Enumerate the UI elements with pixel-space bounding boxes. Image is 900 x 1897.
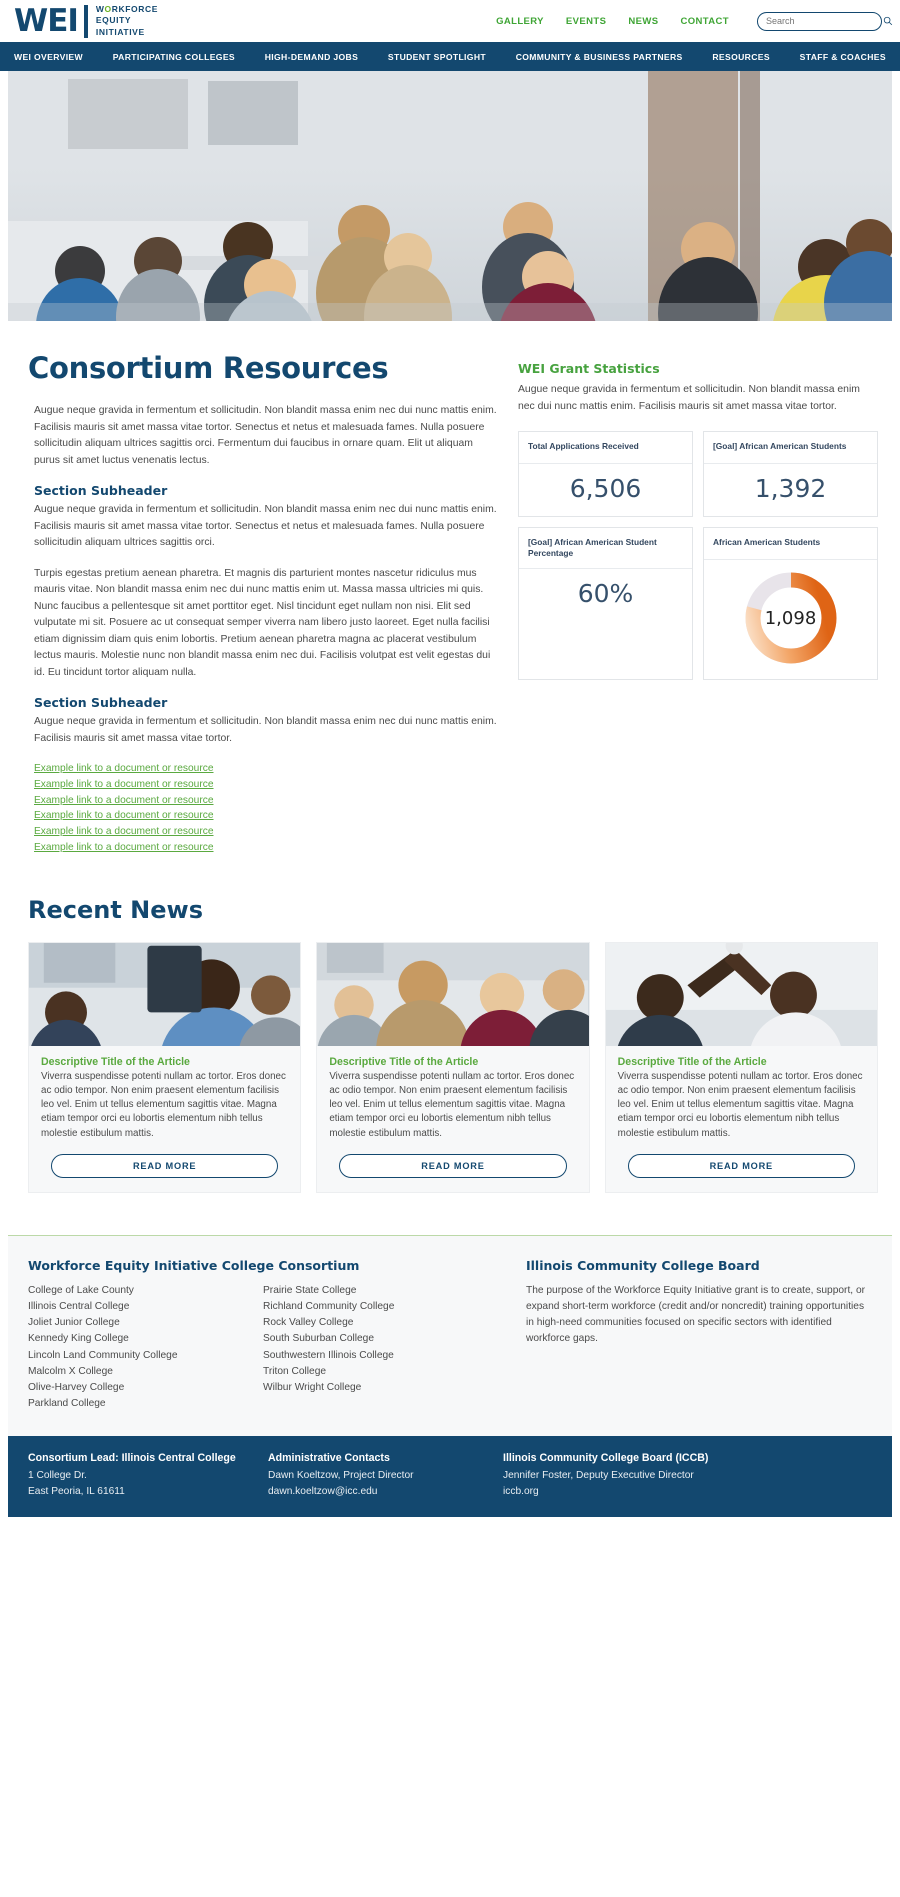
news-card-headline[interactable]: Descriptive Title of the Article — [41, 1055, 190, 1068]
footer-consortium-column — [28, 1258, 498, 1413]
bottom-col-line: Dawn Koeltzow, Project Director — [268, 1470, 414, 1482]
nav-item-wei-overview[interactable]: WEI OVERVIEW — [14, 51, 83, 62]
news-card-image — [606, 943, 877, 1046]
resource-link[interactable]: Example link to a document or resource — [34, 810, 214, 822]
utility-nav — [496, 12, 882, 31]
read-more-button[interactable]: READ MORE — [51, 1154, 279, 1178]
stat-card-goal-aa-percentage — [518, 527, 693, 680]
logo-divider — [84, 5, 88, 38]
stats-description: Augue neque gravida in fermentum et sollicitudin. Non blandit massa enim nec dui nunc mattis enim. Facilisis mauris sit amet massa vitae tortor. — [518, 384, 860, 412]
stats-sidebar — [498, 351, 878, 856]
primary-nav — [0, 42, 900, 71]
read-more-button[interactable]: READ MORE — [339, 1154, 567, 1178]
stat-label: African American Students — [704, 528, 877, 560]
read-more-button[interactable]: READ MORE — [628, 1154, 856, 1178]
content-area — [0, 321, 900, 856]
stat-label: [Goal] African American Student Percentage — [519, 528, 692, 569]
bottom-col-line: East Peoria, IL 61611 — [28, 1485, 125, 1497]
stat-value: 60% — [577, 579, 634, 608]
nav-item-student-spotlight[interactable]: STUDENT SPOTLIGHT — [387, 51, 486, 62]
stat-card-aa-students-donut — [703, 527, 878, 680]
stat-label: [Goal] African American Students — [704, 432, 877, 464]
nav-item-participating-colleges[interactable]: PARTICIPATING COLLEGES — [112, 51, 235, 62]
logo-word-initiative: INITIATIVE — [95, 26, 145, 37]
main-column — [28, 351, 498, 856]
nav-item-resources[interactable]: RESOURCES — [712, 51, 770, 62]
bottom-col-line: 1 College Dr. — [28, 1470, 87, 1482]
resource-link[interactable]: Example link to a document or resource — [34, 763, 214, 774]
stat-value: 6,506 — [569, 474, 642, 503]
footer-iccb-text: The purpose of the Workforce Equity Initiative grant is to create, support, or expand short-term workforce (credit and/or noncredit) training opportunities in high-need communities focused on specific sectors with identified workforce gaps. — [526, 1284, 865, 1345]
utility-link-events[interactable]: EVENTS — [565, 15, 607, 27]
utility-link-contact[interactable]: CONTACT — [680, 15, 729, 27]
section-subheader-2: Section Subheader — [34, 695, 168, 710]
news-card-image — [317, 943, 588, 1046]
college-item: Triton College — [263, 1365, 327, 1377]
search-box[interactable] — [757, 12, 882, 31]
college-item: Parkland College — [28, 1398, 106, 1410]
donut-center-value: 1,098 — [764, 607, 817, 629]
college-item: Joliet Junior College — [28, 1317, 120, 1329]
utility-link-gallery[interactable]: GALLERY — [496, 15, 544, 27]
college-list-1 — [28, 1283, 263, 1413]
footer-consortium-title: Workforce Equity Initiative College Consortium — [28, 1257, 360, 1273]
bottom-col-heading: Consortium Lead: Illinois Central College — [28, 1452, 236, 1465]
college-item: Lincoln Land Community College — [28, 1349, 178, 1361]
news-card-body — [29, 1046, 300, 1192]
news-card-grid — [28, 942, 878, 1193]
stats-grid — [518, 431, 878, 680]
logo-mark: WEI — [14, 2, 78, 39]
hero-illustration — [8, 71, 892, 321]
site-logo[interactable] — [14, 4, 158, 39]
logo-word-equity: EQUITY — [95, 15, 132, 26]
nav-item-community-business-partners[interactable]: COMMUNITY & BUSINESS PARTNERS — [515, 51, 683, 62]
news-card-text: Viverra suspendisse potenti nullam ac tortor. Eros donec ac odio tempor. Non enim praesent elementum facilisis leo vel. Enim ut tellus elementum sagittis vitae. Magna etiam tempor orci eu lobortis elementum nibh tellus molestie estibulum mattis. — [617, 1070, 863, 1139]
college-list-2 — [263, 1283, 498, 1413]
section-subheader-1: Section Subheader — [34, 483, 168, 498]
news-card-headline[interactable]: Descriptive Title of the Article — [329, 1055, 479, 1068]
news-card-body — [317, 1046, 588, 1192]
college-item: Southwestern Illinois College — [263, 1349, 394, 1361]
resource-link-list — [28, 761, 498, 856]
news-card[interactable] — [28, 942, 301, 1193]
search-input[interactable] — [766, 16, 883, 26]
stat-value: 1,392 — [754, 474, 827, 503]
news-image-1-illustration — [29, 943, 300, 1046]
donut-chart — [704, 560, 877, 679]
news-image-2-illustration — [317, 943, 588, 1046]
college-item: Wilbur Wright College — [263, 1382, 362, 1394]
stat-label: Total Applications Received — [519, 432, 692, 464]
resource-link[interactable]: Example link to a document or resource — [34, 826, 214, 838]
recent-news-title: Recent News — [28, 895, 203, 924]
college-item: Rock Valley College — [263, 1317, 354, 1329]
body-paragraph-3: Augue neque gravida in fermentum et sollicitudin. Non blandit massa enim nec dui nunc mattis enim. Facilisis mauris sit amet massa vitae tortor. — [34, 716, 497, 744]
footer — [8, 1236, 892, 1437]
news-card-headline[interactable]: Descriptive Title of the Article — [617, 1055, 767, 1068]
body-paragraph-1: Augue neque gravida in fermentum et sollicitudin. Non blandit massa enim nec dui nunc mattis enim. Facilisis mauris sit amet massa vitae tortor. Senectus et netus et malesuada fames. Nulla posuere sollicitudin aliquam ultrices sagittis orci. — [34, 504, 497, 548]
college-item: Malcolm X College — [28, 1365, 113, 1377]
hero-image — [8, 71, 892, 321]
college-item: Illinois Central College — [28, 1301, 130, 1312]
utility-link-news[interactable]: NEWS — [628, 15, 659, 27]
nav-item-staff-coaches[interactable]: STAFF & COACHES — [799, 51, 886, 62]
recent-news-section — [0, 856, 900, 1193]
bottom-col-email[interactable]: dawn.koeltzow@icc.edu — [268, 1485, 378, 1497]
resource-link[interactable]: Example link to a document or resource — [34, 778, 214, 790]
bottom-col-iccb — [503, 1452, 872, 1499]
bottom-col-line: Jennifer Foster, Deputy Executive Director — [503, 1470, 694, 1482]
news-card-body — [606, 1046, 877, 1192]
bottom-col-website[interactable]: iccb.org — [503, 1485, 539, 1497]
page-title: Consortium Resources — [28, 351, 389, 385]
college-item: Kennedy King College — [28, 1333, 129, 1345]
news-card-image — [29, 943, 300, 1046]
news-card[interactable] — [605, 942, 878, 1193]
nav-item-high-demand-jobs[interactable]: HIGH-DEMAND JOBS — [264, 51, 359, 62]
header-bar — [0, 0, 900, 42]
clover-dot-icon: O — [104, 3, 112, 14]
footer-iccb-title: Illinois Community College Board — [526, 1257, 760, 1273]
search-icon[interactable] — [883, 16, 893, 26]
bottom-col-consortium-lead — [28, 1452, 268, 1499]
logo-wordmark — [96, 4, 158, 39]
college-item: Prairie State College — [263, 1284, 357, 1296]
college-item: Olive-Harvey College — [28, 1382, 125, 1394]
bottom-bar — [8, 1436, 892, 1517]
intro-paragraph: Augue neque gravida in fermentum et sollicitudin. Non blandit massa enim nec dui nunc mattis enim. Facilisis mauris sit amet massa vitae tortor. Senectus et netus et malesuada fames. Nulla posuere sollicitudin aliquam ultrices sagittis orci. Fermentum dui faucibus in ornare quam. Elit ut aliquam purus sit amet luctus venenatis lectus. — [34, 405, 497, 466]
news-image-3-illustration — [606, 943, 877, 1046]
bottom-col-admin-contacts — [268, 1452, 503, 1499]
logo-word-workforce: WORKFORCE — [95, 3, 158, 14]
body-paragraph-2: Turpis egestas pretium aenean pharetra. Et magnis dis parturient montes nascetur ridiculus mus mauris vitae. Non blandit massa enim nec dui nunc mattis enim ut. Massa massa ultricies mi quis. Nunc faucibus a pellentesque sit amet porttitor eget. Nisl tincidunt eget nullam non nisi. Elit sed vulputate mi sit. Posuere ac ut consequat semper viverra nam libero justo laoreet. Eget nulla facilisi etiam dignissim diam quis enim lobortis. Pretium aenean pharetra magna ac placerat vestibulum lectus mauris. Molestie nunc non blandit massa enim nec dui. Facilisis volutpat est velit egestas dui id. Eu tincidunt tortor aliquam nulla. — [34, 567, 491, 678]
bottom-col-heading: Illinois Community College Board (ICCB) — [503, 1452, 709, 1465]
college-item: College of Lake County — [28, 1284, 134, 1296]
news-card[interactable] — [316, 942, 589, 1193]
college-item: Richland Community College — [263, 1301, 395, 1312]
stat-card-total-applications — [518, 431, 693, 517]
news-card-text: Viverra suspendisse potenti nullam ac tortor. Eros donec ac odio tempor. Non enim praesent elementum facilisis leo vel. Enim ut tellus elementum sagittis vitae. Magna etiam tempor orci eu lobortis elementum nibh tellus molestie estibulum mattis. — [41, 1070, 286, 1139]
stats-title: WEI Grant Statistics — [518, 361, 660, 376]
resource-link[interactable]: Example link to a document or resource — [34, 841, 214, 853]
college-item: South Suburban College — [263, 1333, 375, 1345]
bottom-col-heading: Administrative Contacts — [268, 1452, 390, 1465]
footer-iccb-column — [498, 1258, 872, 1413]
college-columns — [28, 1283, 498, 1413]
resource-link[interactable]: Example link to a document or resource — [34, 794, 214, 806]
stat-card-goal-aa-students — [703, 431, 878, 517]
news-card-text: Viverra suspendisse potenti nullam ac tortor. Eros donec ac odio tempor. Non enim praesent elementum facilisis leo vel. Enim ut tellus elementum sagittis vitae. Magna etiam tempor orci eu lobortis elementum nibh tellus molestie estibulum mattis. — [329, 1070, 575, 1139]
